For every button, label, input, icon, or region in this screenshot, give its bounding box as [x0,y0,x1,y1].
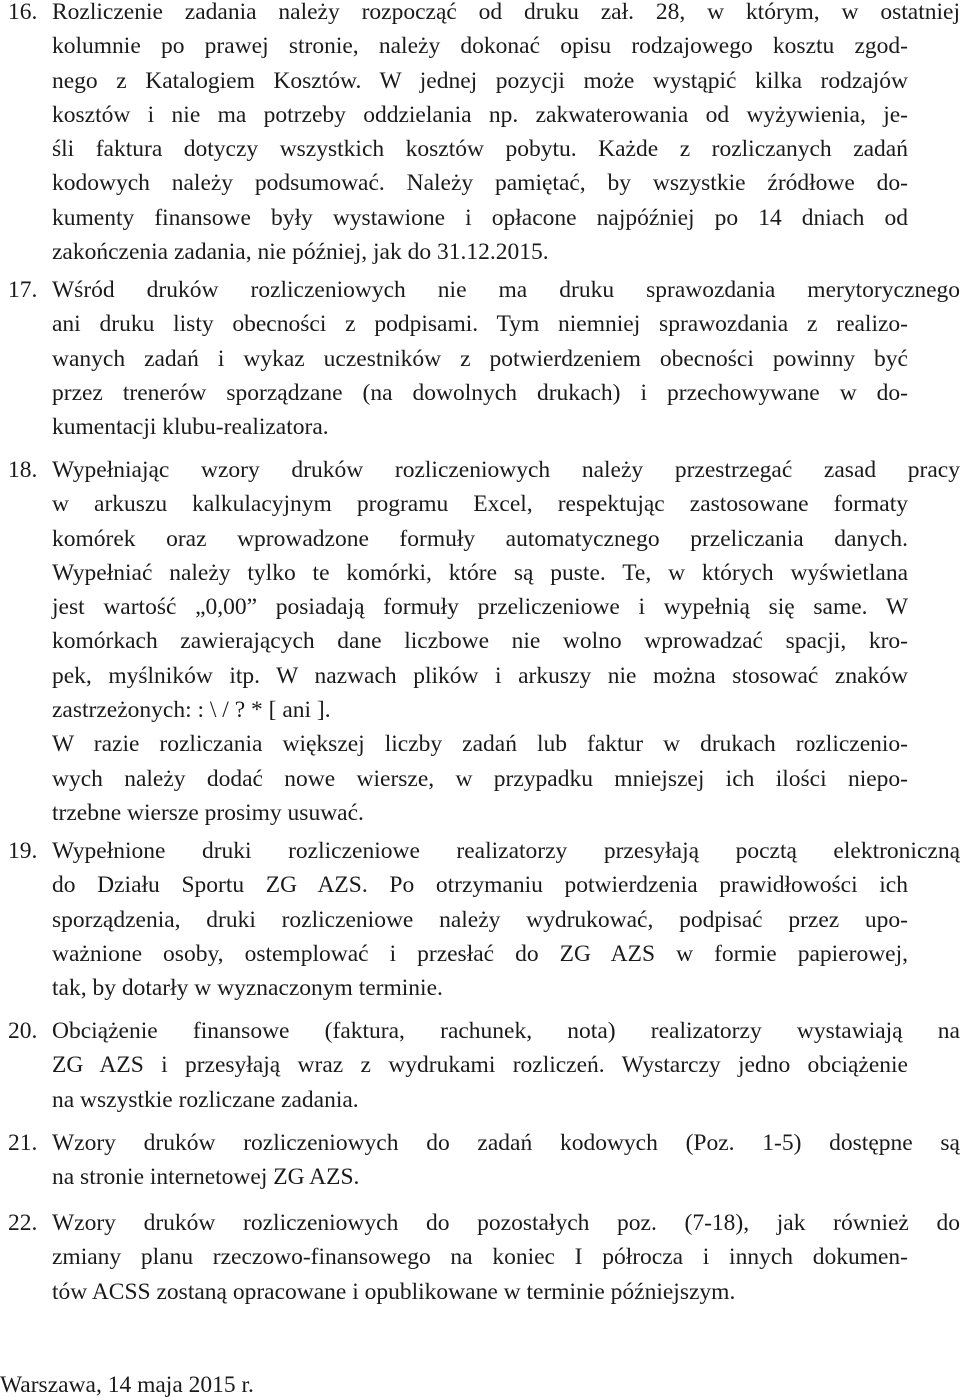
list-item-22 [0,1206,960,1309]
item-16-line-2: kolumnie po prawej stronie, należy dokonać opisu rodzajowego kosztu zgod- [52,33,908,60]
item-16-line-7: kumenty finansowe były wystawione i opłacone najpóźniej po 14 dniach od [52,204,908,231]
item-19-line-5: tak, by dotarły w wyznaczonym terminie. [52,975,443,1002]
item-18-line-5: jest wartość „0,00” posiadają formuły przeliczeniowe i wypełnią się same. W [52,594,908,621]
item-21-line-2: na stronie internetowej ZG AZS. [52,1164,360,1191]
list-item-21 [0,1126,960,1195]
item-18-line-4: Wypełniać należy tylko te komórki, które są puste. Te, w których wyświetlana [52,559,908,586]
item-18-line-2: w arkuszu kalkulacyjnym programu Excel, respektując zastosowane formaty [52,491,908,518]
item-19-line-3: sporządzenia, druki rozliczeniowe należy wydrukować, podpisać przez upo- [52,906,908,933]
item-22-line-1: 22. Wzory druków rozliczeniowych do pozostałych poz. (7-18), jak również do [0,1206,960,1240]
item-17-line-3: wanych zadań i wykaz uczestników z potwierdzeniem obecności powinny być [52,345,908,372]
item-18-line-1: 18. Wypełniając wzory druków rozliczeniowych należy przestrzegać zasad pracy [0,453,960,487]
list-item-16 [0,0,960,269]
item-22-number: 22. [8,1210,38,1236]
item-17-line-2: ani druku listy obecności z podpisami. Tym niemniej sprawozdania z realizo- [52,311,908,338]
item-20-number: 20. [8,1018,38,1044]
item-22-line-3: tów ACSS zostaną opracowane i opublikowane w terminie późniejszym. [52,1278,736,1305]
list-item-17 [0,273,960,444]
item-16-line-1: 16. Rozliczenie zadania należy rozpocząć od druku zał. 28, w którym, w ostatniej [0,0,960,29]
item-21-line-1: 21. Wzory druków rozliczeniowych do zadań kodowych (Poz. 1-5) dostępne są [0,1126,960,1160]
item-16-line-8: zakończenia zadania, nie później, jak do 31.12.2015. [52,239,549,266]
item-20-line-2: ZG AZS i przesyłają wraz z wydrukami rozliczeń. Wystarczy jedno obciążenie [52,1052,908,1079]
list-item-19 [0,834,960,1005]
item-16-number: 16. [8,0,38,25]
item-18-line-3: komórek oraz wprowadzone formuły automatycznego przeliczania danych. [52,525,908,552]
item-19-line-1: 19. Wypełnione druki rozliczeniowe realizatorzy przesyłają pocztą elektroniczną [0,834,960,868]
item-17-number: 17. [8,277,38,303]
item-20-line-1: 20. Obciążenie finansowe (faktura, rachunek, nota) realizatorzy wystawiają na [0,1014,960,1048]
item-18-line-6: komórkach zawierających dane liczbowe nie wolno wprowadzać spacji, kro- [52,628,908,655]
item-21-number: 21. [8,1130,38,1156]
item-16-line-3: nego z Katalogiem Kosztów. W jednej pozycji może wystąpić kilka rodzajów [52,67,908,94]
item-17-line-5: kumentacji klubu-realizatora. [52,414,329,441]
item-18-number: 18. [8,457,38,483]
place-date-signature: Warszawa, 14 maja 2015 r. [0,1372,254,1398]
item-16-line-6: kodowych należy podsumować. Należy pamiętać, by wszystkie źródłowe do- [52,170,908,197]
item-17-line-1: 17. Wśród druków rozliczeniowych nie ma druku sprawozdania merytorycznego [0,273,960,307]
item-18-line-11: trzebne wiersze prosimy usuwać. [52,799,364,826]
item-17-line-4: przez trenerów sporządzane (na dowolnych drukach) i przechowywane w do- [52,379,908,406]
item-18-line-10: wych należy dodać nowe wiersze, w przypadku mniejszej ich ilości niepo- [52,765,908,792]
item-18-line-8: zastrzeżonych: : \ / ? * [ ani ]. [52,697,331,724]
item-18-line-7: pek, myślników itp. W nazwach plików i arkuszy nie można stosować znaków [52,662,908,689]
item-19-line-4: ważnione osoby, ostemplować i przesłać do ZG AZS w formie papierowej, [52,940,908,967]
list-item-18 [0,453,960,830]
item-18-line-9: W razie rozliczania większej liczby zadań lub faktur w drukach rozliczenio- [52,731,908,758]
item-22-line-2: zmiany planu rzeczowo-finansowego na koniec I półrocza i innych dokumen- [52,1244,908,1271]
item-19-number: 19. [8,838,38,864]
item-20-line-3: na wszystkie rozliczane zadania. [52,1086,359,1113]
item-19-line-2: do Działu Sportu ZG AZS. Po otrzymaniu potwierdzenia prawidłowości ich [52,872,908,899]
list-item-20 [0,1014,960,1117]
item-16-line-4: kosztów i nie ma potrzeby oddzielania np. zakwaterowania od wyżywienia, je- [52,101,908,128]
item-16-line-5: śli faktura dotyczy wszystkich kosztów pobytu. Każde z rozliczanych zadań [52,136,908,163]
